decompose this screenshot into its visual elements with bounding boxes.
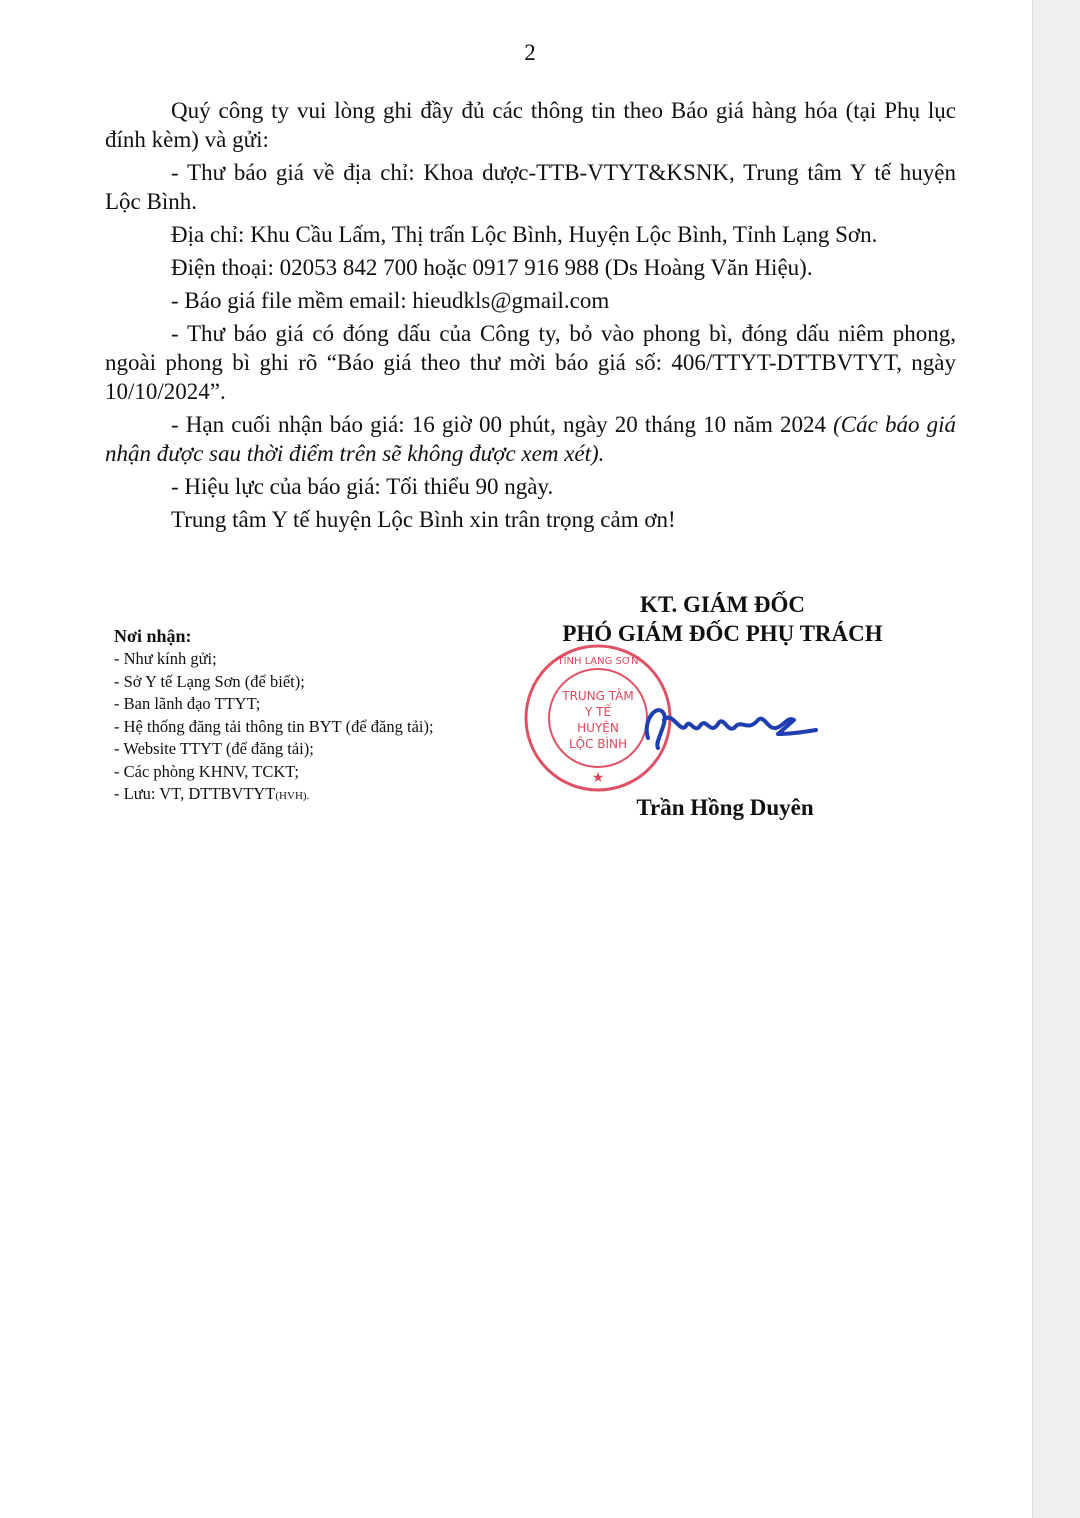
document-body [105, 96, 956, 538]
recipients-block [114, 624, 534, 808]
signer-name: Trần Hồng Duyên [636, 795, 814, 820]
recipient-item: - Sở Y tế Lạng Sơn (để biết); [114, 671, 305, 691]
recipient-item-archive [114, 783, 534, 808]
archive-text: - Lưu: VT, DTTBVTYT [114, 784, 276, 803]
paragraph-email: - Báo giá file mềm email: hieudkls@gmail.com [171, 288, 610, 313]
seal-line-1: TRUNG TÂM [562, 689, 634, 703]
recipient-item: - Như kính gửi; [114, 649, 217, 668]
paragraph-phone: Điện thoại: 02053 842 700 hoặc 0917 916 988 (Ds Hoàng Văn Hiệu). [171, 255, 813, 280]
paragraph-address-line: - Thư báo giá về địa chỉ: Khoa dược-TTB-VTYT&KSNK, Trung tâm Y tế huyện Lộc Bình. [105, 160, 956, 214]
paragraph-thanks: Trung tâm Y tế huyện Lộc Bình xin trân trọng cảm ơn! [171, 507, 676, 532]
archive-initials: (HVH). [275, 790, 310, 802]
signature-title-line1: KT. GIÁM ĐỐC [639, 592, 806, 617]
signature-title-line2: PHÓ GIÁM ĐỐC PHỤ TRÁCH [562, 621, 883, 646]
page-number: 2 [524, 40, 536, 65]
page-edge [1032, 0, 1080, 1518]
signature-title-block [530, 590, 915, 648]
recipient-item: - Ban lãnh đạo TTYT; [114, 694, 261, 713]
paragraph-envelope: - Thư báo giá có đóng dấu của Công ty, bỏ vào phong bì, đóng dấu niêm phong, ngoài phong bì ghi rõ “Báo giá theo thư mời báo giá số: 406/TTYT-DTTBVTYT, ngày 10/10/2024”. [105, 321, 956, 404]
recipient-item: - Hệ thống đăng tải thông tin BYT (để đăng tải); [114, 716, 434, 736]
recipients-title: Nơi nhận: [114, 626, 192, 646]
paragraph-deadline [105, 410, 956, 468]
deadline-text: - Hạn cuối nhận báo giá: 16 giờ 00 phút, ngày 20 tháng 10 năm 2024 [171, 412, 826, 437]
seal-star: ★ [591, 770, 605, 786]
seal-line-3: HUYỆN [577, 721, 619, 735]
seal-line-4: LỘC BÌNH [568, 737, 628, 751]
recipient-item: - Website TTYT (để đăng tải); [114, 739, 314, 758]
deadline-note: (Các báo giá nhận được sau thời điểm trên sẽ không được xem xét). [105, 412, 956, 466]
paragraph-intro: Quý công ty vui lòng ghi đầy đủ các thông tin theo Báo giá hàng hóa (tại Phụ lục đính kèm) và gửi: [105, 98, 956, 152]
seal-line-2: Y TẾ [584, 705, 612, 719]
recipient-item: - Các phòng KHNV, TCKT; [114, 761, 300, 781]
handwritten-signature-icon [628, 690, 828, 760]
paragraph-validity: - Hiệu lực của báo giá: Tối thiểu 90 ngày. [171, 474, 554, 499]
seal-ring-text: TỈNH LẠNG SƠN [557, 656, 639, 667]
paragraph-address: Địa chỉ: Khu Cầu Lấm, Thị trấn Lộc Bình, Huyện Lộc Bình, Tỉnh Lạng Sơn. [171, 222, 878, 247]
